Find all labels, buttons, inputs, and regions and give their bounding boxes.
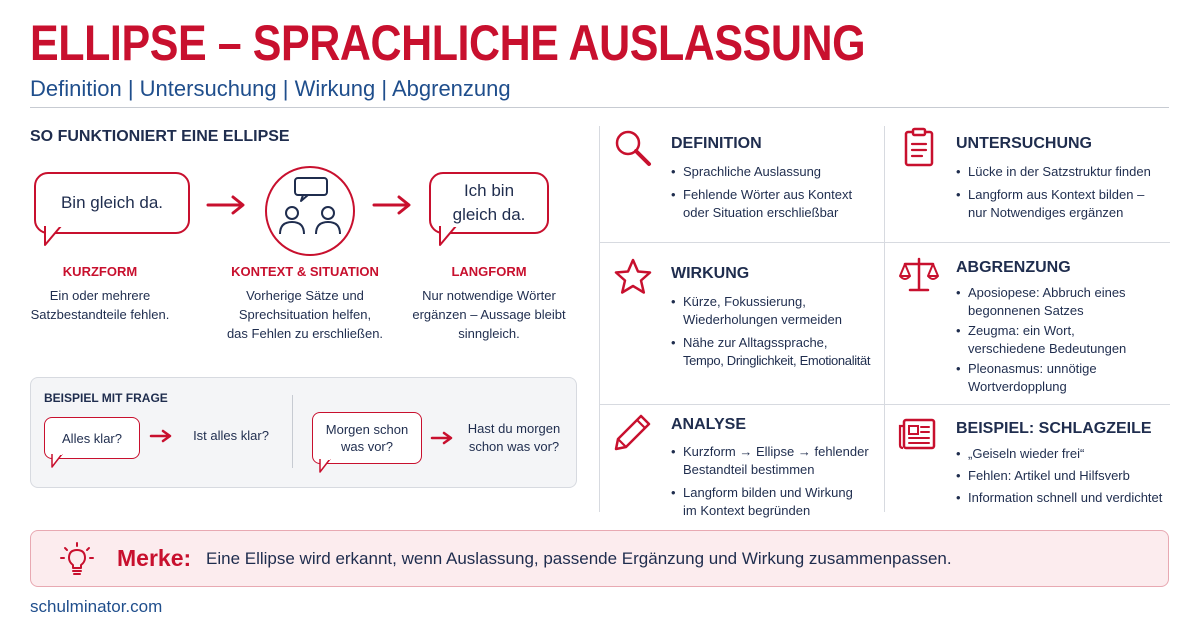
arrow-right-icon (372, 194, 414, 216)
grid-divider (884, 126, 885, 512)
card-title: ABGRENZUNG (956, 259, 1071, 276)
example-long-line: schon was vor? (468, 439, 560, 454)
clipboard-icon (898, 126, 940, 168)
step-text (20, 286, 180, 324)
card-item: • Fehlende Wörter aus Kontext oder Situation erschließbar (671, 186, 881, 222)
bubble-long-line: gleich da. (452, 205, 526, 224)
merke-text: Eine Ellipse wird erkannt, wenn Auslassung, passende Ergänzung und Wirkung zusammenpassen. (206, 549, 952, 568)
bubble-long-line: Ich bin (463, 181, 515, 200)
card-title: DEFINITION (671, 135, 762, 152)
arrow-right-icon (430, 430, 454, 446)
people-chat-icon (267, 168, 353, 254)
example-long-text (458, 420, 570, 456)
card-title: ANALYSE (671, 416, 746, 433)
arrow-right-icon (149, 428, 173, 444)
page-subtitle: Definition | Untersuchung | Wirkung | Abgrenzung (30, 76, 511, 101)
step-text (215, 286, 395, 343)
card-item: • Information schnell und verdichtet (956, 490, 1168, 506)
card-item: • Aposiopese: Abbruch eines begonnenen Satzes (956, 284, 1168, 320)
magnifier-icon (612, 128, 654, 170)
star-icon (612, 256, 654, 298)
arrow-right-icon (206, 194, 248, 216)
bubble-tail-icon (319, 459, 333, 473)
card-item: • Langform aus Kontext bilden – nur Notwendiges ergänzen (956, 186, 1166, 222)
card-list (956, 163, 1166, 227)
grid-divider (600, 404, 1170, 405)
footer-site: schulminator.com (30, 597, 163, 616)
example-divider (292, 395, 293, 468)
step-line: Sprechsituation helfen, (238, 307, 372, 322)
example-short-line: Morgen schon (325, 422, 409, 437)
card-title: UNTERSUCHUNG (956, 135, 1092, 152)
speech-bubble-long (429, 172, 549, 234)
example-bubble-short (312, 412, 422, 464)
pencil-icon (612, 411, 654, 453)
bubble-tail-icon (44, 226, 64, 246)
card-item: • Sprachliche Auslassung (671, 163, 881, 181)
grid-divider (599, 126, 600, 512)
step-line: ergänzen – Aussage bleibt (412, 307, 566, 322)
step-title: KURZFORM (62, 264, 138, 279)
card-list (956, 284, 1168, 398)
step-line: sinngleich. (458, 326, 520, 341)
context-circle (265, 166, 355, 256)
step-text (404, 286, 574, 343)
step-line: Vorherige Sätze und (246, 288, 364, 303)
example-long-text: Ist alles klar? (193, 428, 269, 443)
card-list (671, 293, 883, 375)
card-item: • „Geiseln wieder frei“ (956, 446, 1168, 462)
example-heading: BEISPIEL MIT FRAGE (44, 391, 168, 405)
bubble-tail-icon (51, 454, 65, 468)
example-short-text: Alles klar? (62, 430, 122, 446)
newspaper-icon (897, 413, 939, 455)
example-short-line: was vor? (340, 439, 393, 454)
example-long-line: Hast du morgen (467, 421, 561, 436)
card-item: • Pleonasmus: unnötige Wortverdopplung (956, 360, 1168, 396)
page-title: ELLIPSE – SPRACHLICHE AUSLASSUNG (30, 15, 866, 71)
header-divider (30, 107, 1169, 108)
card-item: • Kurzform → Ellipse → fehlender Bestandteil bestimmen (671, 443, 883, 479)
card-title: WIRKUNG (671, 265, 750, 282)
example-bubble-short (44, 417, 140, 459)
card-item: • Fehlen: Artikel und Hilfsverb (956, 468, 1168, 484)
bubble-short-text: Bin gleich da. (60, 193, 164, 212)
card-list (956, 446, 1168, 512)
card-item: • Zeugma: ein Wort, verschiedene Bedeutungen (956, 322, 1168, 358)
card-item: • Nähe zur Alltagssprache, Tempo, Dringlichkeit, Emotionalität (671, 334, 883, 370)
step-line: Nur notwendige Wörter (422, 288, 556, 303)
step-title: KONTEXT & SITUATION (231, 264, 379, 279)
step-line: Satzbestandteile fehlen. (30, 307, 170, 322)
merke-label: Merke: (117, 545, 192, 571)
card-item: • Lücke in der Satzstruktur finden (956, 163, 1166, 181)
speech-bubble-short (34, 172, 190, 234)
card-list (671, 443, 883, 525)
step-line: Ein oder mehrere (49, 288, 151, 303)
step-line: das Fehlen zu erschließen. (226, 326, 384, 341)
how-heading: SO FUNKTIONIERT EINE ELLIPSE (30, 128, 290, 145)
card-item: • Langform bilden und Wirkung im Kontext begründen (671, 484, 883, 520)
grid-divider (600, 242, 1170, 243)
scales-icon (898, 254, 940, 296)
bubble-tail-icon (439, 226, 459, 246)
card-list (671, 163, 881, 227)
card-title: BEISPIEL: SCHLAGZEILE (956, 420, 1152, 437)
card-item: • Kürze, Fokussierung, Wiederholungen vermeiden (671, 293, 883, 329)
lightbulb-icon (60, 542, 94, 576)
step-title: LANGFORM (451, 264, 527, 279)
